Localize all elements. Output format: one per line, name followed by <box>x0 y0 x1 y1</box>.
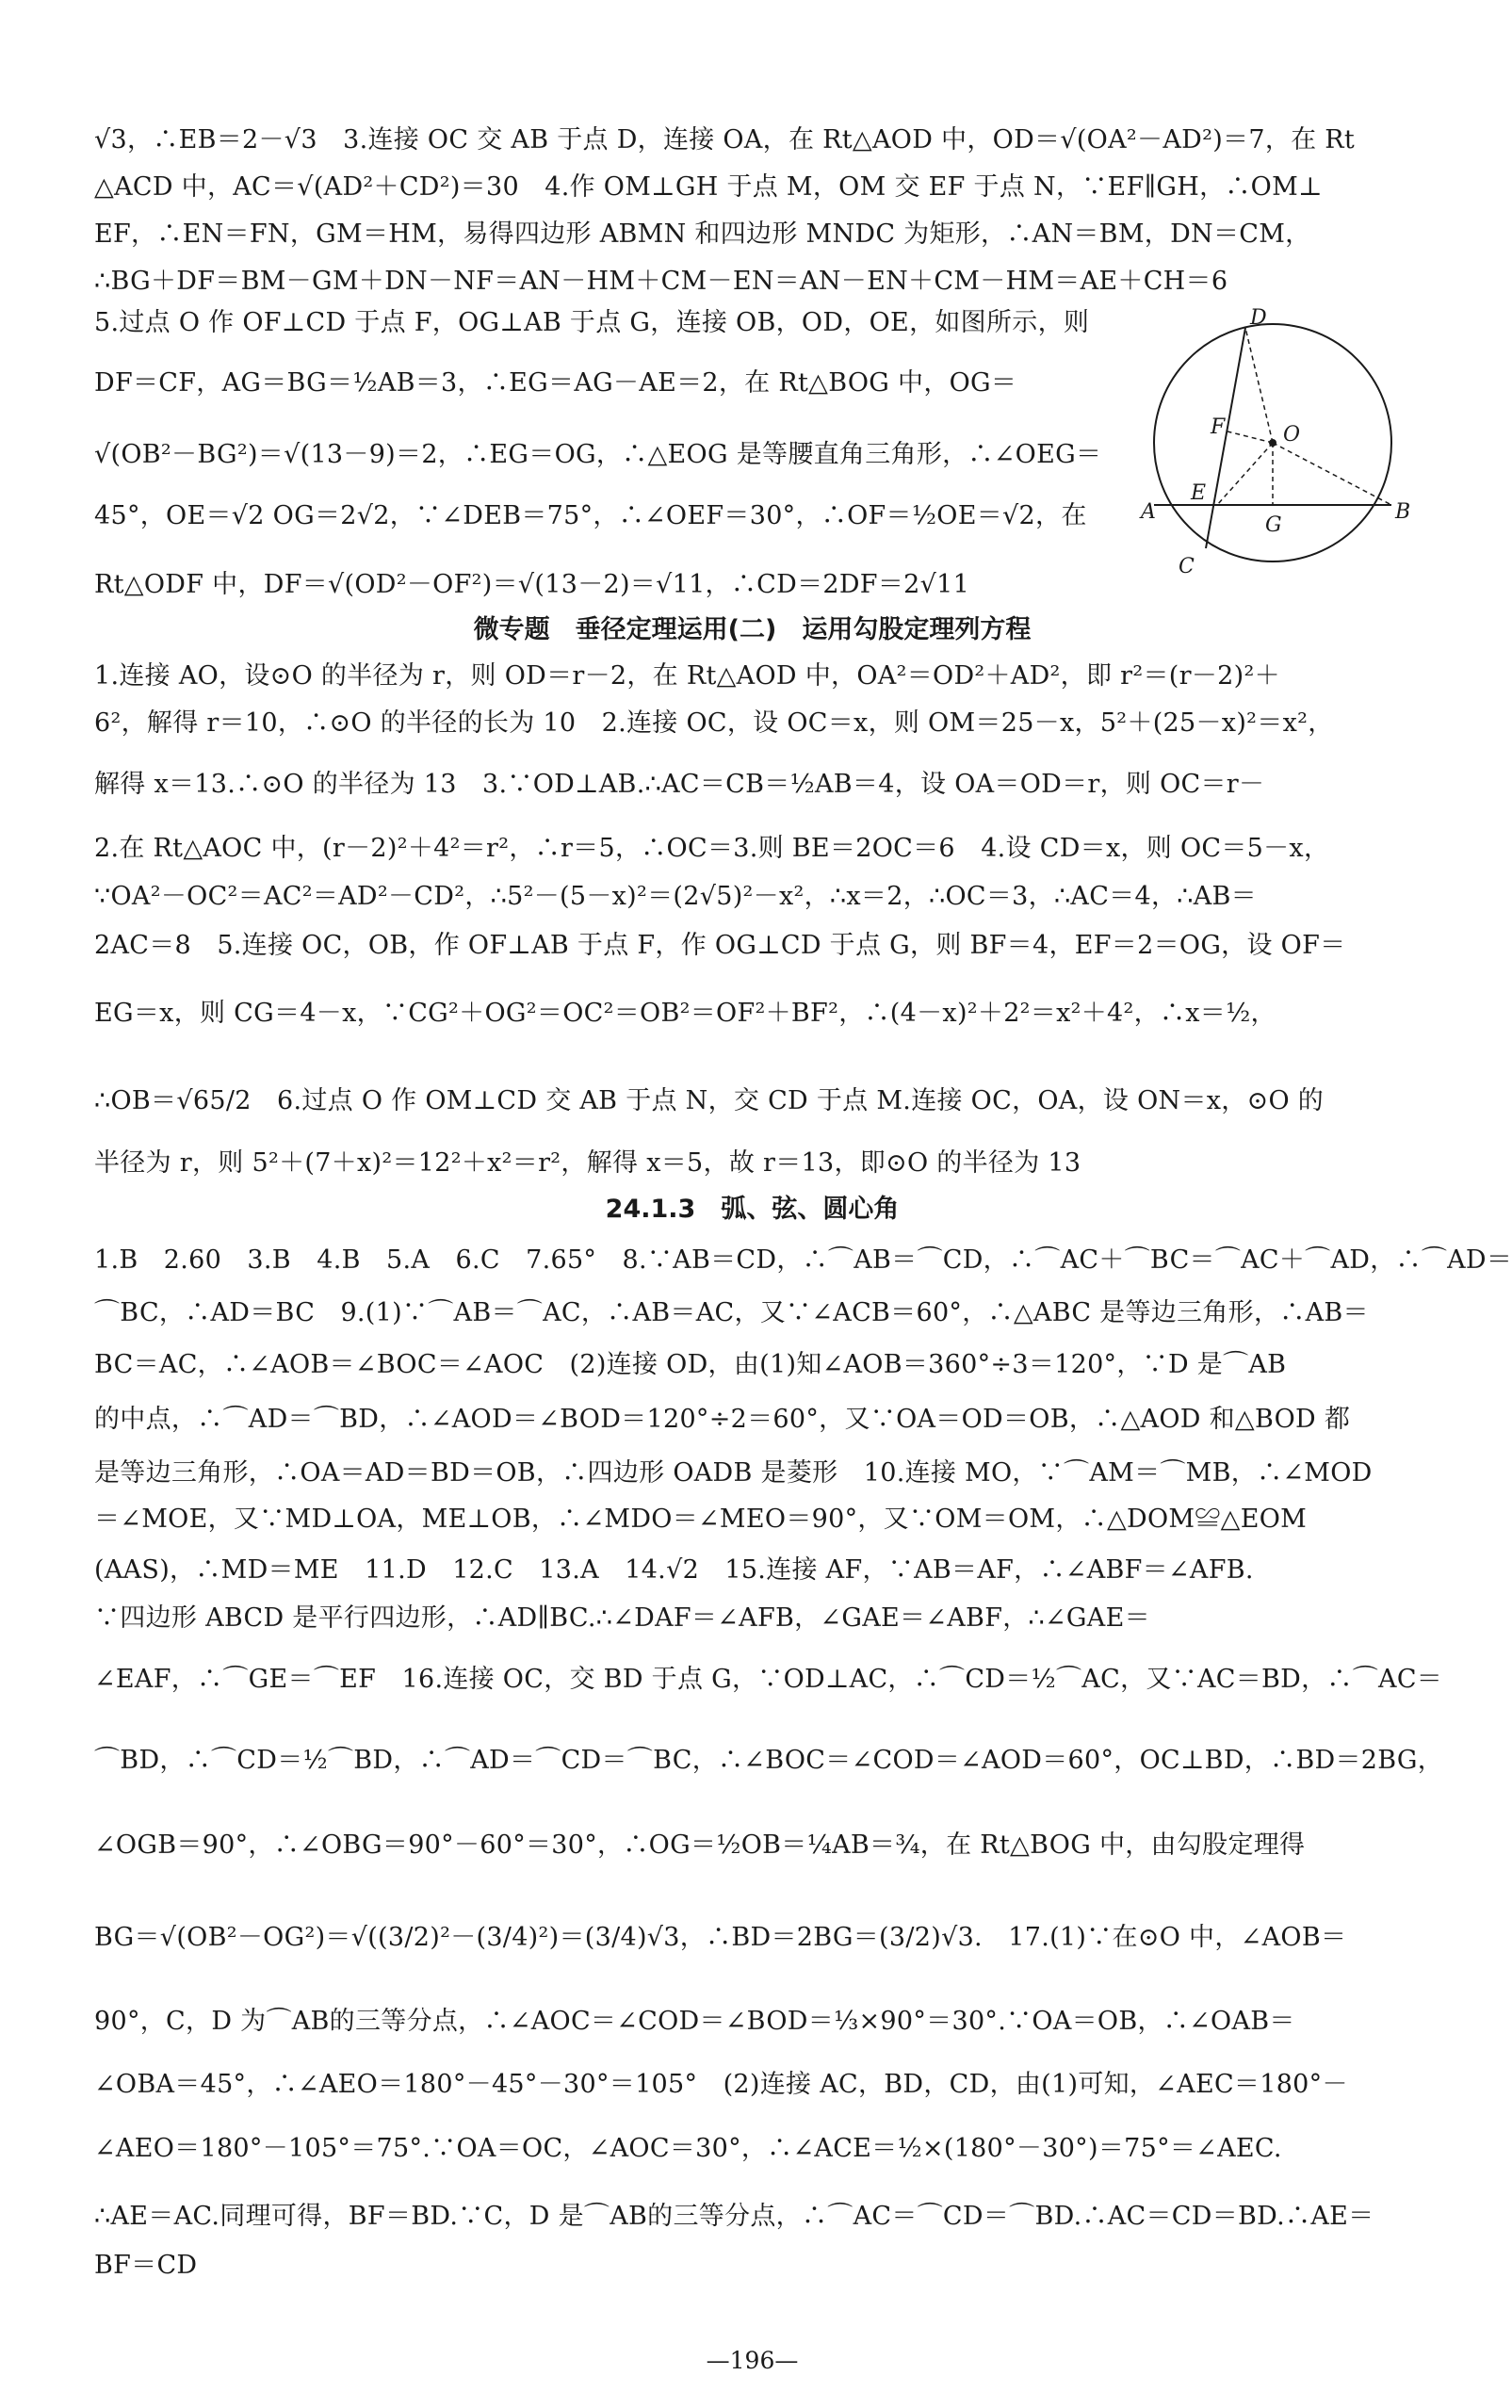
text-line: ∠EAF，∴⌒GE＝⌒EF 16.连接 OC，交 BD 于点 G，∵OD⊥AC，∴⌒CD＝½⌒AC，又∵AC＝BD，∴⌒AC＝ <box>94 1665 1443 1694</box>
label-a: A <box>1141 500 1156 524</box>
text-line: 5.过点 O 作 OF⊥CD 于点 F，OG⊥AB 于点 G，连接 OB，OD，OE，如图所示，则 <box>94 308 1090 337</box>
text-line: ∵四边形 ABCD 是平行四边形，∴AD∥BC.∴∠DAF＝∠AFB，∠GAE＝∠ABF，∴∠GAE＝ <box>94 1603 1150 1633</box>
text-line: 2.在 Rt△AOC 中，(r－2)²＋4²＝r²，∴r＝5，∴OC＝3.则 BE＝2OC＝6 4.设 CD＝x，则 OC＝5－x， <box>94 834 1330 863</box>
text-line: DF＝CF，AG＝BG＝½AB＝3，∴EG＝AG－AE＝2，在 Rt△BOG 中，OG＝ <box>94 368 1017 398</box>
text-line: ∴BG＋DF＝BM－GM＋DN－NF＝AN－HM＋CM－EN＝AN－EN＋CM－HM＝AE＋CH＝6 <box>94 267 1228 296</box>
text-line: 2AC＝8 5.连接 OC，OB，作 OF⊥AB 于点 F，作 OG⊥CD 于点 G，则 BF＝4，EF＝2＝OG，设 OF＝ <box>94 931 1346 960</box>
segment-od <box>1245 328 1273 443</box>
text-line: ∴OB＝√65/2 6.过点 O 作 OM⊥CD 交 AB 于点 N，交 CD 于点 M.连接 OC，OA，设 ON＝x，⊙O 的 <box>94 1086 1325 1115</box>
text-line: 半径为 r，则 5²＋(7＋x)²＝12²＋x²＝r²，解得 x＝5，故 r＝13，即⊙O 的半径为 13 <box>94 1148 1081 1178</box>
text-line: ∠AEO＝180°－105°＝75°.∵OA＝OC，∠AOC＝30°，∴∠ACE＝½×(180°－30°)＝75°＝∠AEC. <box>94 2134 1282 2163</box>
text-line: △ACD 中，AC＝√(AD²＋CD²)＝30 4.作 OM⊥GH 于点 M，OM 交 EF 于点 N，∵EF∥GH，∴OM⊥ <box>94 172 1323 202</box>
text-line: 45°，OE＝√2 OG＝2√2，∵∠DEB＝75°，∴∠OEF＝30°，∴OF＝½OE＝√2，在 <box>94 501 1087 530</box>
segment-of <box>1227 431 1273 443</box>
text-line: 1.连接 AO，设⊙O 的半径为 r，则 OD＝r－2，在 Rt△AOD 中，OA²＝OD²＋AD²，即 r²＝(r－2)²＋ <box>94 661 1280 691</box>
text-line: (AAS)，∴MD＝ME 11.D 12.C 13.A 14.√2 15.连接 AF，∵AB＝AF，∴∠ABF＝∠AFB. <box>94 1555 1254 1585</box>
label-c: C <box>1179 555 1195 578</box>
text-line: √3，∴EB＝2－√3 3.连接 OC 交 AB 于点 D，连接 OA，在 Rt△AOD 中，OD＝√(OA²－AD²)＝7，在 Rt <box>94 125 1356 155</box>
circle-geometry-figure <box>1141 300 1427 582</box>
segment-ob <box>1273 443 1391 505</box>
label-f: F <box>1211 415 1226 439</box>
text-line: 6²，解得 r＝10，∴⊙O 的半径的长为 10 2.连接 OC，设 OC＝x，则 OM＝25－x，5²＋(25－x)²＝x²， <box>94 708 1334 738</box>
micro-topic-heading: 微专题 垂径定理运用(二) 运用勾股定理列方程 <box>473 615 1032 644</box>
label-b: B <box>1395 500 1411 524</box>
text-line: ∵OA²－OC²＝AC²＝AD²－CD²，∴5²－(5－x)²＝(2√5)²－x²，∴x＝2，∴OC＝3，∴AC＝4，∴AB＝ <box>94 882 1257 911</box>
text-line: ∠OBA＝45°，∴∠AEO＝180°－45°－30°＝105° (2)连接 AC，BD，CD，由(1)可知，∠AEC＝180°－ <box>94 2070 1348 2099</box>
text-line: ⌒BD，∴⌒CD＝½⌒BD，∴⌒AD＝⌒CD＝⌒BC，∴∠BOC＝∠COD＝∠AOD＝60°，OC⊥BD，∴BD＝2BG， <box>94 1746 1444 1775</box>
text-line: 90°，C，D 为⌒AB的三等分点，∴∠AOC＝∠COD＝∠BOD＝⅓×90°＝30°.∵OA＝OB，∴∠OAB＝ <box>94 2007 1295 2036</box>
text-line: BG＝√(OB²－OG²)＝√((3/2)²－(3/4)²)＝(3/4)√3，∴BD＝2BG＝(3/2)√3. 17.(1)∵在⊙O 中，∠AOB＝ <box>94 1923 1347 1952</box>
text-line: 1.B 2.60 3.B 4.B 5.A 6.C 7.65° 8.∵AB＝CD，∴⌒AB＝⌒CD，∴⌒AC＋⌒BC＝⌒AC＋⌒AD，∴⌒AD＝ <box>94 1245 1512 1275</box>
text-line: Rt△ODF 中，DF＝√(OD²－OF²)＝√(13－2)＝√11，∴CD＝2DF＝2√11 <box>94 570 970 599</box>
text-line: ∴AE＝AC.同理可得，BF＝BD.∵C，D 是⌒AB的三等分点，∴⌒AC＝⌒CD＝⌒BD.∴AC＝CD＝BD.∴AE＝ <box>94 2202 1374 2231</box>
center-point <box>1269 439 1276 447</box>
text-line: √(OB²－BG²)＝√(13－9)＝2，∴EG＝OG，∴△EOG 是等腰直角三角形，∴∠OEG＝ <box>94 440 1102 469</box>
text-line: ∠OGB＝90°，∴∠OBG＝90°－60°＝30°，∴OG＝½OB＝¼AB＝¾，在 Rt△BOG 中，由勾股定理得 <box>94 1830 1306 1860</box>
text-line: BC＝AC，∴∠AOB＝∠BOC＝∠AOC (2)连接 OD，由(1)知∠AOB＝360°÷3＝120°，∵D 是⌒AB <box>94 1350 1287 1379</box>
text-line: ＝∠MOE，又∵MD⊥OA，ME⊥OB，∴∠MDO＝∠MEO＝90°，又∵OM＝OM，∴△DOM≌△EOM <box>94 1505 1308 1534</box>
text-line: EF，∴EN＝FN，GM＝HM，易得四边形 ABMN 和四边形 MNDC 为矩形，∴AN＝BM，DN＝CM， <box>94 220 1311 249</box>
text-line: 是等边三角形，∴OA＝AD＝BD＝OB，∴四边形 OADB 是菱形 10.连接 MO，∵⌒AM＝⌒MB，∴∠MOD <box>94 1458 1373 1488</box>
label-o: O <box>1283 423 1301 447</box>
page-number: —196— <box>706 2347 799 2374</box>
text-line: 解得 x＝13.∴⊙O 的半径为 13 3.∵OD⊥AB.∴AC＝CB＝½AB＝4，设 OA＝OD＝r，则 OC＝r－ <box>94 770 1265 799</box>
label-d: D <box>1250 306 1267 330</box>
label-e: E <box>1191 481 1207 505</box>
text-line: 的中点，∴⌒AD＝⌒BD，∴∠AOD＝∠BOD＝120°÷2＝60°，又∵OA＝OD＝OB，∴△AOD 和△BOD 都 <box>94 1405 1351 1434</box>
text-line: EG＝x，则 CG＝4－x，∵CG²＋OG²＝OC²＝OB²＝OF²＋BF²，∴(4－x)²＋2²＝x²＋4²，∴x＝½， <box>94 999 1276 1028</box>
text-line: ⌒BC，∴AD＝BC 9.(1)∵⌒AB＝⌒AC，∴AB＝AC，又∵∠ACB＝60°，∴△ABC 是等边三角形，∴AB＝ <box>94 1298 1369 1327</box>
section-heading: 24.1.3 弧、弦、圆心角 <box>605 1195 900 1224</box>
text-line: BF＝CD <box>94 2251 198 2280</box>
label-g: G <box>1265 513 1282 537</box>
segment-oe <box>1217 443 1273 505</box>
